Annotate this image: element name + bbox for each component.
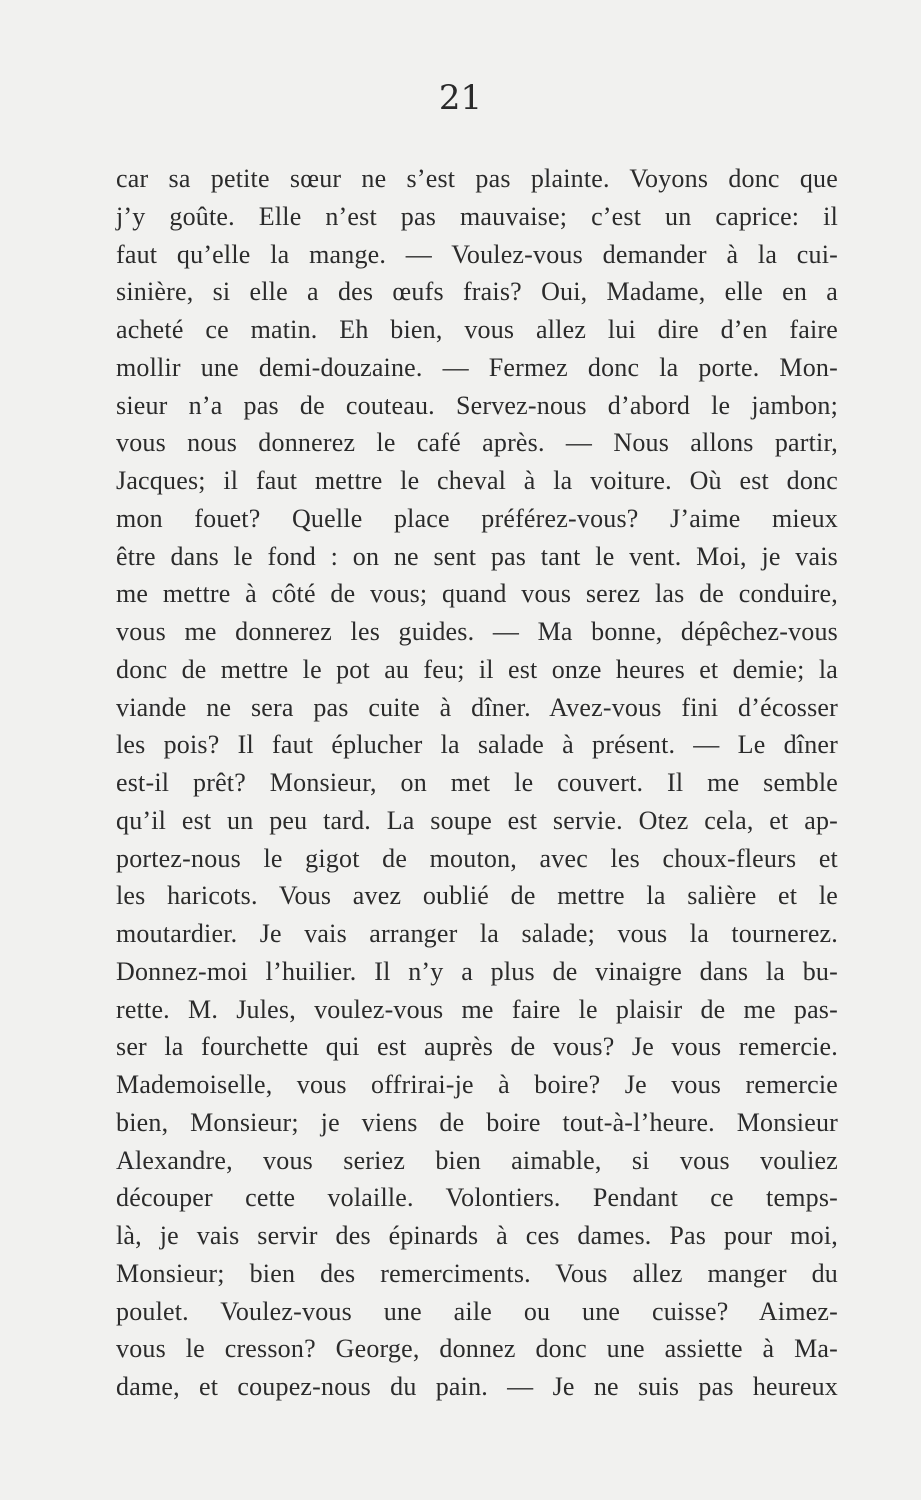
text-line: être dans le fond : on ne sent pas tant le vent. Moi, je vais — [116, 541, 838, 571]
text-line: sieur n’a pas de couteau. Servez-nous d’abord le jambon; — [116, 390, 838, 420]
text-line: là, je vais servir des épinards à ces dames. Pas pour moi, — [116, 1221, 838, 1250]
text-line: est-il prêt? Monsieur, on met le couvert. Il me semble — [116, 768, 838, 797]
text-line: Jacques; il faut mettre le cheval à la voiture. Où est donc — [116, 466, 838, 495]
text-line: j’y goûte. Elle n’est pas mauvaise; c’est un caprice: il — [116, 201, 838, 231]
text-line: découper cette volaille. Volontiers. Pendant ce temps- — [116, 1183, 838, 1213]
text-line: acheté ce matin. Eh bien, vous allez lui dire d’en faire — [116, 315, 838, 344]
text-line: ser la fourchette qui est auprès de vous? Je vous remercie. — [116, 1032, 838, 1062]
text-line: vous nous donnerez le café après. — Nous allons partir, — [116, 428, 838, 458]
text-line: moutardier. Je vais arranger la salade; vous la tournerez. — [116, 919, 838, 948]
text-line: Alexandre, vous seriez bien aimable, si vous vouliez — [116, 1145, 838, 1175]
text-line: bien, Monsieur; je viens de boire tout-à-l’heure. Monsieur — [116, 1107, 838, 1137]
text-line: Mademoiselle, vous offrirai-je à boire? Je vous remercie — [116, 1070, 838, 1099]
page-number: 21 — [438, 78, 483, 118]
text-line: donc de mettre le pot au feu; il est onze heures et demie; la — [116, 654, 838, 684]
text-line: Monsieur; bien des remerciments. Vous allez manger du — [116, 1258, 838, 1288]
text-line: mon fouet? Quelle place préférez-vous? J’aime mieux — [116, 503, 838, 533]
text-line: vous me donnerez les guides. — Ma bonne, dépêchez-vous — [116, 617, 838, 646]
text-line: mollir une demi-douzaine. — Fermez donc la porte. Mon- — [116, 352, 838, 382]
body-text — [116, 160, 838, 1406]
text-line: vous le cresson? George, donnez donc une assiette à Ma- — [116, 1334, 838, 1364]
text-line: me mettre à côté de vous; quand vous serez las de conduire, — [116, 579, 838, 609]
text-line: sinière, si elle a des œufs frais? Oui, Madame, elle en a — [116, 277, 838, 307]
text-line: portez-nous le gigot de mouton, avec les choux-fleurs et — [116, 843, 838, 873]
text-line: viande ne sera pas cuite à dîner. Avez-vous fini d’écosser — [116, 692, 838, 722]
text-line: les haricots. Vous avez oublié de mettre la salière et le — [116, 881, 838, 911]
text-line: faut qu’elle la mange. — Voulez-vous demander à la cui- — [116, 239, 838, 269]
text-line: car sa petite sœur ne s’est pas plainte. Voyons donc que — [116, 164, 838, 193]
text-line: Donnez-moi l’huilier. Il n’y a plus de vinaigre dans la bu- — [116, 956, 838, 986]
text-line: rette. M. Jules, voulez-vous me faire le plaisir de me pas- — [116, 994, 838, 1024]
text-line: qu’il est un peu tard. La soupe est servie. Otez cela, et ap- — [116, 805, 838, 835]
text-line: poulet. Voulez-vous une aile ou une cuisse? Aimez- — [116, 1296, 838, 1326]
text-line: les pois? Il faut éplucher la salade à présent. — Le dîner — [116, 730, 838, 760]
text-line: dame, et coupez-nous du pain. — Je ne suis pas heureux — [116, 1372, 838, 1401]
